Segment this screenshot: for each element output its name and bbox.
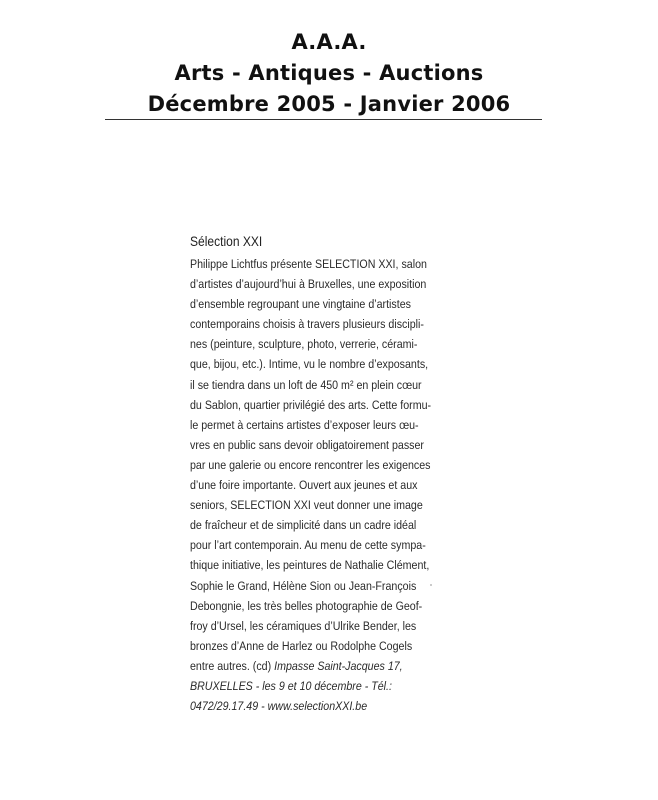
article-line: seniors, SELECTION XXI veut donner une image <box>190 498 423 513</box>
article-line: Sophie le Grand, Hélène Sion ou Jean-François <box>190 578 417 593</box>
article-line: nes (peinture, sculpture, photo, verrerie, cérami- <box>190 337 418 352</box>
article <box>190 232 462 716</box>
article-line: contemporains choisis à travers plusieurs discipli- <box>190 317 424 332</box>
article-line: par une galerie ou encore rencontrer les exigences <box>190 457 431 472</box>
article-line: froy d’Ursel, les céramiques d’Ulrike Bender, les <box>190 618 417 633</box>
article-line: le permet à certains artistes d’exposer leurs œu- <box>190 417 419 432</box>
article-line: d’ensemble regroupant une vingtaine d’artistes <box>190 297 411 312</box>
publication-name: Arts - Antiques - Auctions <box>174 61 484 85</box>
article-line: d’une foire importante. Ouvert aux jeunes et aux <box>190 478 418 493</box>
article-line-dates: BRUXELLES - les 9 et 10 décembre - Tél.: <box>190 678 392 693</box>
article-line: Philippe Lichtfus présente SELECTION XXI, salon <box>190 257 427 271</box>
publication-acronym: A.A.A. <box>291 30 367 54</box>
article-line-address <box>190 656 462 676</box>
article-line: de fraîcheur et de simplicité dans un cadre idéal <box>190 518 417 533</box>
article-line: du Sablon, quartier privilégié des arts. Cette formu- <box>190 397 432 412</box>
article-address: Impasse Saint-Jacques 17, <box>274 658 403 673</box>
publication-header <box>0 27 658 120</box>
article-credit: entre autres. (cd) <box>190 658 275 673</box>
article-title: Sélection XXI <box>190 233 263 249</box>
publication-date: Décembre 2005 - Janvier 2006 <box>147 92 511 116</box>
article-line: que, bijou, etc.). Intime, vu le nombre d’exposants, <box>190 357 429 372</box>
article-line: d’artistes d’aujourd’hui à Bruxelles, une exposition <box>190 277 427 292</box>
article-line: bronzes d’Anne de Harlez ou Rodolphe Cogels <box>190 638 413 653</box>
header-divider <box>105 119 542 120</box>
article-line: il se tiendra dans un loft de 450 m² en plein cœur <box>190 377 422 392</box>
article-line: pour l’art contemporain. Au menu de cette sympa- <box>190 538 426 553</box>
article-line: vres en public sans devoir obligatoirement passer <box>190 437 424 452</box>
scan-speck <box>430 584 432 586</box>
article-line: thique initiative, les peintures de Nathalie Clément, <box>190 558 430 573</box>
article-line-contact: 0472/29.17.49 - www.selectionXXI.be <box>190 699 368 714</box>
article-line: Debongnie, les très belles photographie de Geof- <box>190 598 423 613</box>
